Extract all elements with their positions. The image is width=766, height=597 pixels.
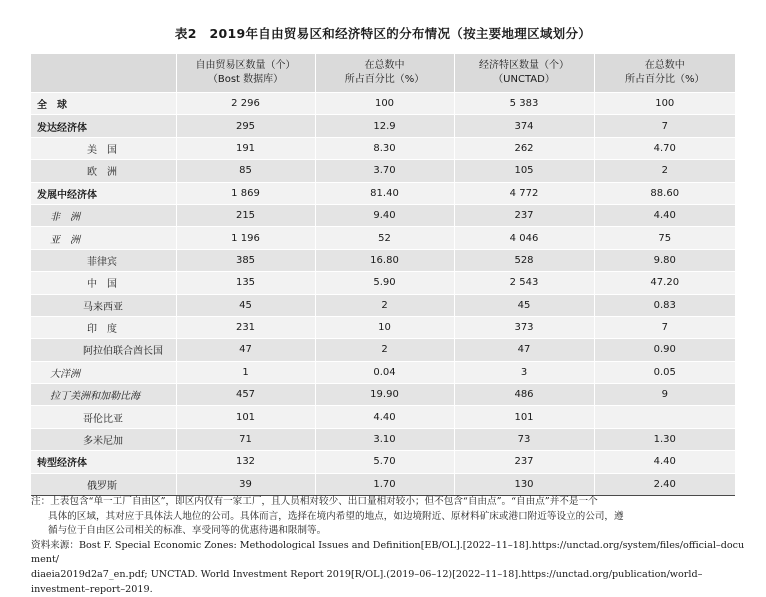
row-label: 转型经济体 [31,451,176,473]
table-cell: 2 [315,294,454,316]
table-cell: 237 [454,451,594,473]
table-cell: 486 [454,384,594,406]
table-cell: 2 [315,339,454,361]
table-cell: 457 [176,384,315,406]
table-cell: 295 [176,115,315,137]
table-cell: 0.83 [594,294,735,316]
table-cell: 237 [454,204,594,226]
table-cell: 5 383 [454,93,594,115]
table-cell: 9.80 [594,249,735,271]
row-label: 中 国 [31,272,176,294]
table-row [31,204,735,226]
table-row [31,227,735,249]
table-cell: 71 [176,428,315,450]
note-line [31,495,745,510]
table-row [31,406,735,428]
table-cell: 100 [315,93,454,115]
table-cell: 135 [176,272,315,294]
table-cell: 75 [594,227,735,249]
row-label: 印 度 [31,316,176,338]
table-cell: 12.9 [315,115,454,137]
table-cell: 2 296 [176,93,315,115]
table-cell: 4 046 [454,227,594,249]
table-row [31,428,735,450]
table-cell: 81.40 [315,182,454,204]
table-cell: 231 [176,316,315,338]
table-cell: 0.04 [315,361,454,383]
table-cell: 45 [454,294,594,316]
table-cell: 8.30 [315,137,454,159]
table-cell: 85 [176,160,315,182]
table-row [31,137,735,159]
note-line: 循与位于自由区公司相关的标准、享受同等的优惠待遇和限制等。 [48,525,327,537]
table-cell: 3.70 [315,160,454,182]
row-label: 非 洲 [31,204,176,226]
row-label: 发展中经济体 [31,182,176,204]
table-cell: 1 869 [176,182,315,204]
notes-section [31,495,745,597]
table-cell: 2 [594,160,735,182]
table-cell: 16.80 [315,249,454,271]
table-cell: 1.70 [315,473,454,495]
table-cell: 4.70 [594,137,735,159]
table-cell: 52 [315,227,454,249]
table-cell: 5.70 [315,451,454,473]
table-cell: 0.05 [594,361,735,383]
table-row [31,384,735,406]
table-row [31,451,735,473]
table-row [31,294,735,316]
table-cell: 101 [176,406,315,428]
row-label: 俄罗斯 [31,473,176,495]
row-label: 发达经济体 [31,115,176,137]
table-cell: 4 772 [454,182,594,204]
table-cell: 373 [454,316,594,338]
table-cell: 47 [176,339,315,361]
table-row [31,339,735,361]
row-label: 亚 洲 [31,227,176,249]
row-label: 全 球 [31,93,176,115]
table-row [31,115,735,137]
table-row [31,361,735,383]
row-label: 菲律宾 [31,249,176,271]
header-cell: 经济特区数量（个） （UNCTAD） [454,54,594,93]
source-text: Bost F. Special Economic Zones: Methodological Issues and Definition[EB/OL].[2022–11–18].https://unctad.org/system/files/official–document/ [31,539,745,566]
table-cell: 9.40 [315,204,454,226]
header-cell-name [31,54,176,93]
table-cell: 47 [454,339,594,361]
row-label: 多米尼加 [31,428,176,450]
table-header [31,54,735,93]
table-cell: 191 [176,137,315,159]
table-cell: 100 [594,93,735,115]
table-cell: 5.90 [315,272,454,294]
table-cell: 10 [315,316,454,338]
table-title: 表2 2019年自由贸易区和经济特区的分布情况（按主要地理区域划分） [174,26,592,41]
table-cell: 4.40 [594,451,735,473]
table-cell: 4.40 [315,406,454,428]
table-cell: 215 [176,204,315,226]
table-row [31,160,735,182]
table-cell: 88.60 [594,182,735,204]
data-table [31,54,735,496]
table-cell: 39 [176,473,315,495]
table-cell: 1.30 [594,428,735,450]
table-cell: 2.40 [594,473,735,495]
table-cell: 130 [454,473,594,495]
header-cell: 自由贸易区数量（个） （Bost 数据库） [176,54,315,93]
row-label: 阿拉伯联合酋长国 [31,339,176,361]
header-cell: 在总数中 所占百分比（%） [594,54,735,93]
row-label: 哥伦比亚 [31,406,176,428]
table-cell: 45 [176,294,315,316]
note-label: 注： [31,496,51,507]
table-cell: 101 [454,406,594,428]
table-body [31,93,735,496]
table-cell: 73 [454,428,594,450]
table-cell: 7 [594,115,735,137]
row-label: 拉丁美洲和加勒比海 [31,384,176,406]
table-cell: 9 [594,384,735,406]
header-row [31,54,735,93]
table-row [31,249,735,271]
table-cell: 105 [454,160,594,182]
source-label: 资料来源： [31,539,79,551]
row-label: 美 国 [31,137,176,159]
source-line [31,539,745,568]
table-cell: 19.90 [315,384,454,406]
table-cell: 132 [176,451,315,473]
table-row [31,272,735,294]
table-cell [594,406,735,428]
table-cell: 1 [176,361,315,383]
table-cell: 0.90 [594,339,735,361]
note-line: 具体的区域，其对应于具体法人地位的公司。具体而言，选择在境内希望的地点，如边境附近、原材料矿床或港口附近等设立的公司，遵 [48,510,624,522]
table-cell: 47.20 [594,272,735,294]
source-line: diaeia2019d2a7_en.pdf; UNCTAD. World Investment Report 2019[R/OL].(2019–06–12)[2022–11–18].https://unctad.org/publication/world– [31,568,703,580]
table-row [31,182,735,204]
row-label: 欧 洲 [31,160,176,182]
table-cell: 1 196 [176,227,315,249]
table-cell: 528 [454,249,594,271]
table-row [31,316,735,338]
note-text: 上表包含“单一工厂自由区”，即区内仅有一家工厂，且人员相对较少、出口量相对较小；但不包含“自由点”。“自由点”并不是一个 [50,496,598,507]
table-cell: 3 [454,361,594,383]
table-row [31,93,735,115]
table-cell: 2 543 [454,272,594,294]
table-cell: 3.10 [315,428,454,450]
source-line: investment–report–2019. [31,583,153,595]
header-cell: 在总数中 所占百分比（%） [315,54,454,93]
table-row [31,473,735,495]
table-cell: 262 [454,137,594,159]
table-cell: 4.40 [594,204,735,226]
table-cell: 374 [454,115,594,137]
row-label: 大洋洲 [31,361,176,383]
table-cell: 7 [594,316,735,338]
table-cell: 385 [176,249,315,271]
row-label: 马来西亚 [31,294,176,316]
